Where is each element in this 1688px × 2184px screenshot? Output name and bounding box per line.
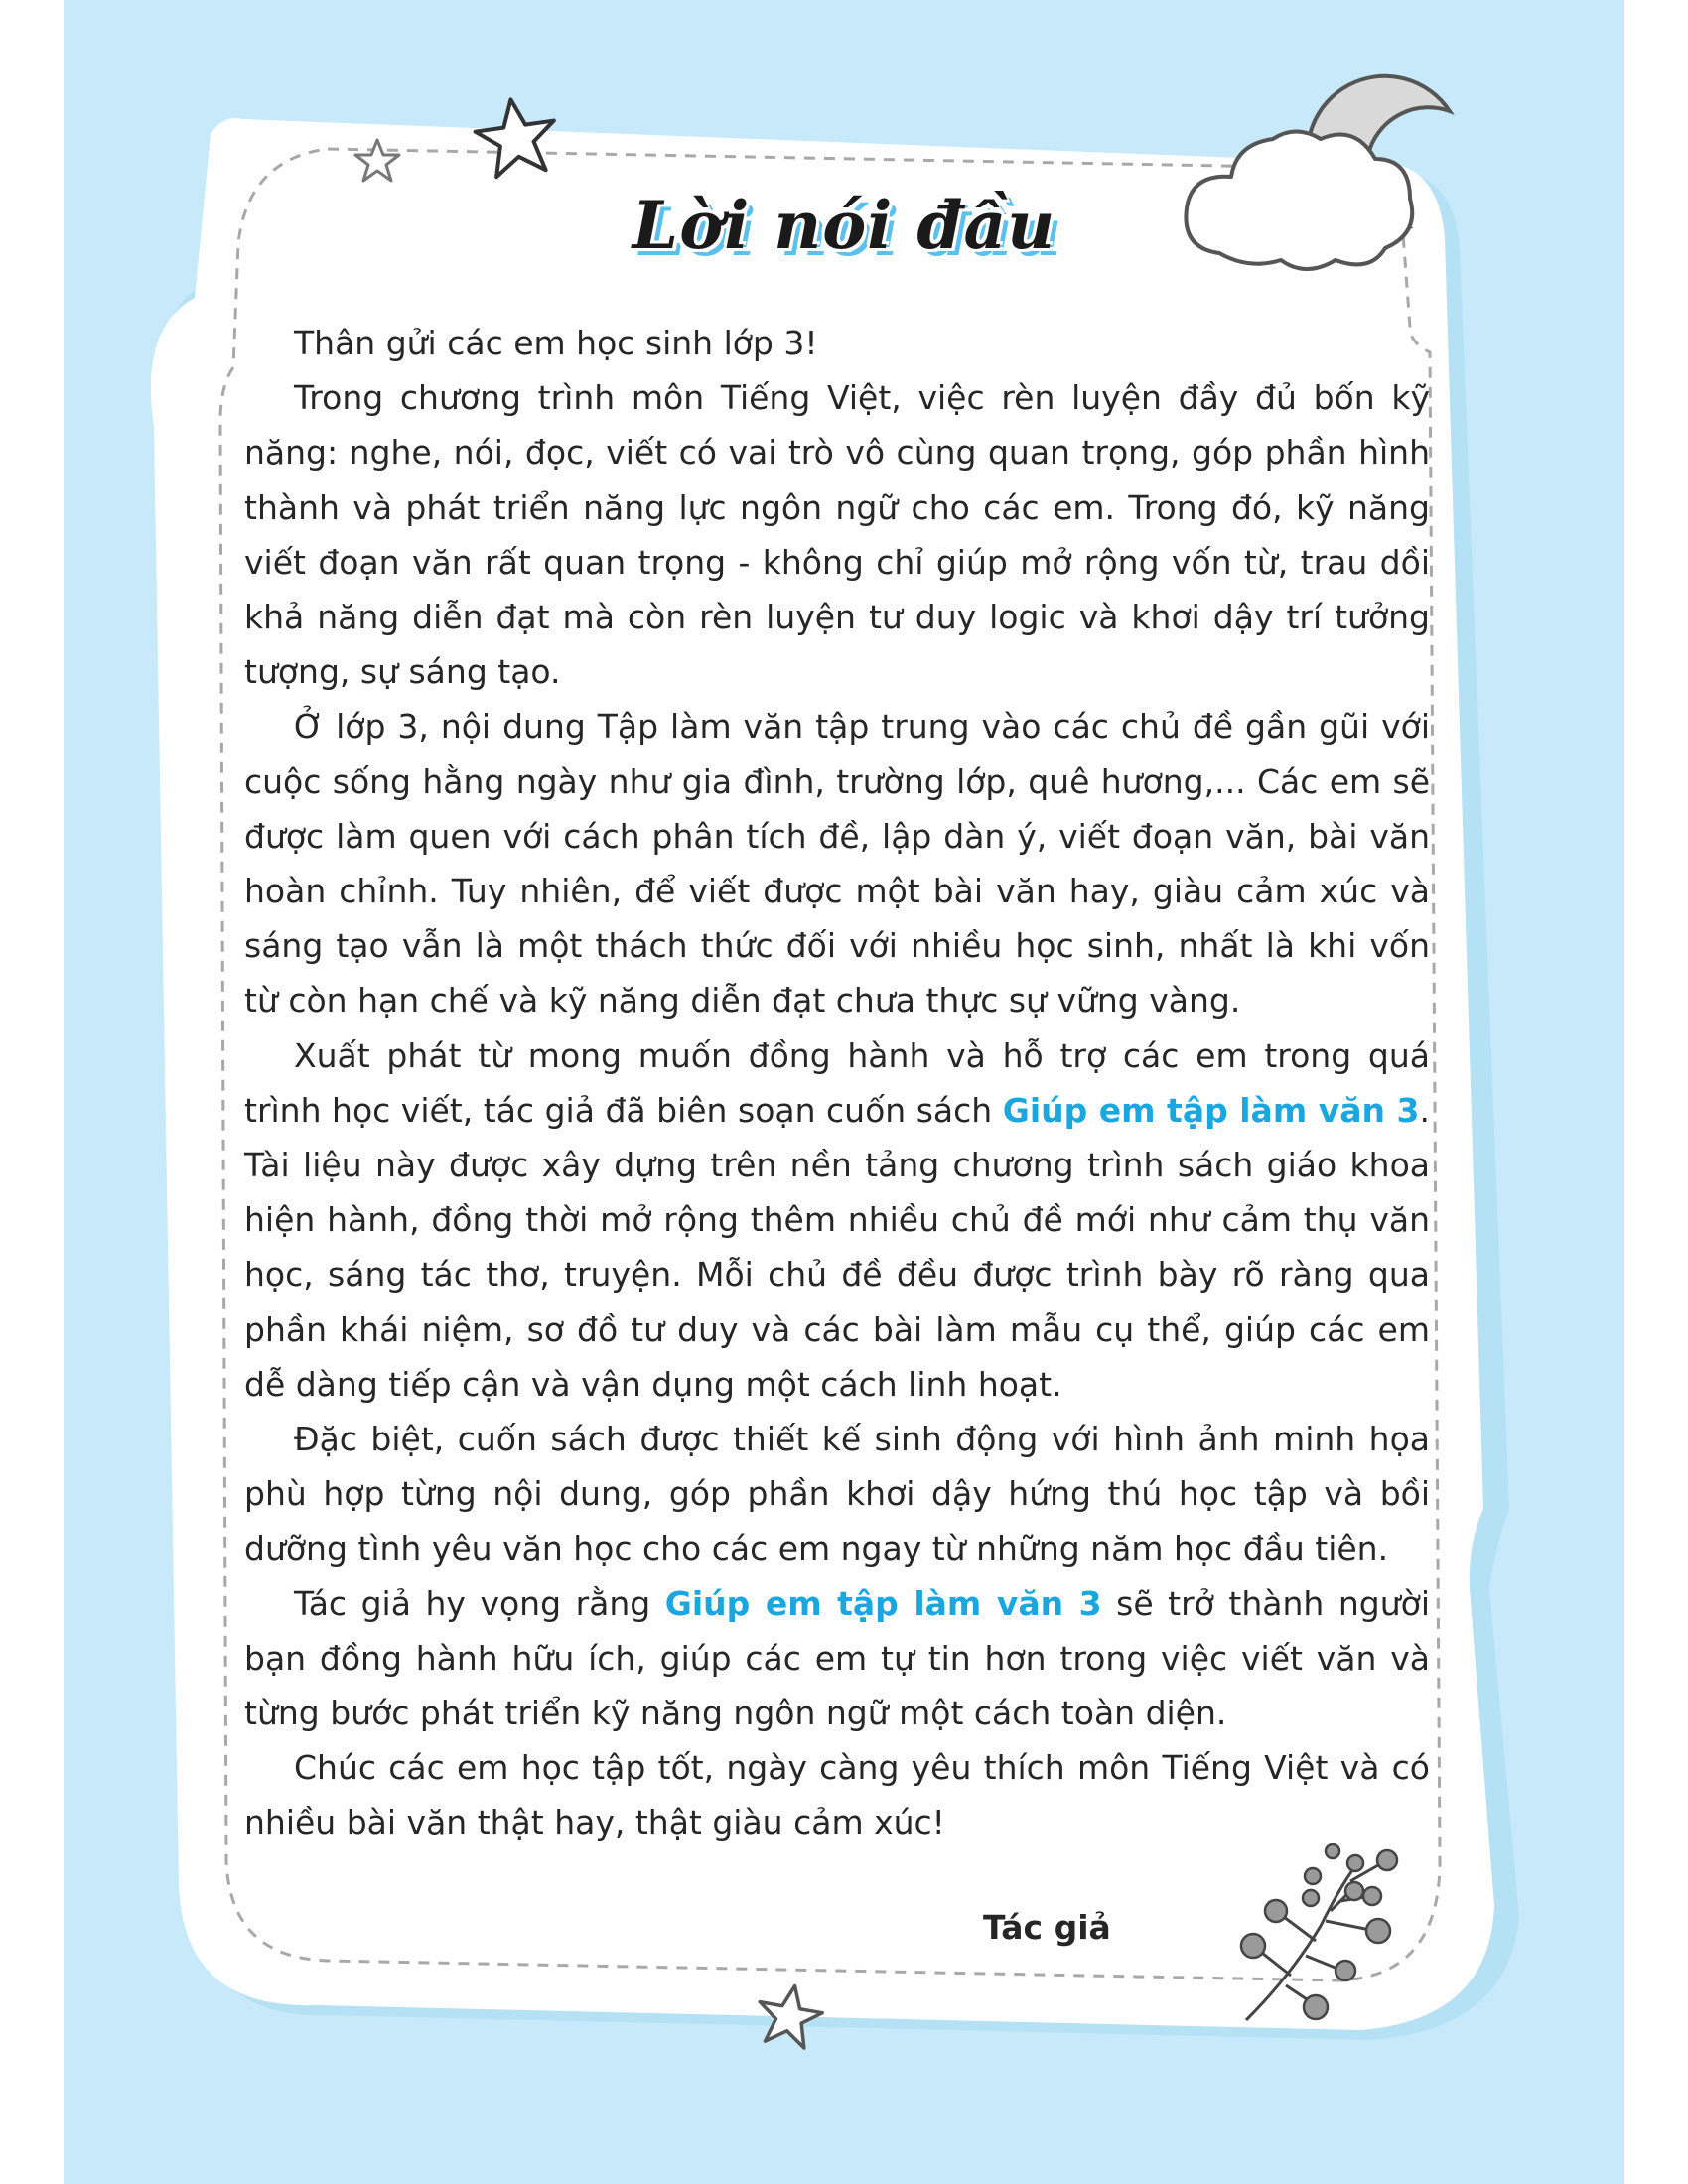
signature: Tác giả [983,1908,1111,1947]
paragraph-1: Trong chương trình môn Tiếng Việt, việc rèn luyện đầy đủ bốn kỹ năng: nghe, nói, đọc, viết có vai trò vô cùng quan trọng, góp phần hình thành và phát triển năng lực ngôn ngữ cho các em. Trong đó, kỹ năng viết đoạn văn rất quan trọng - không chỉ giúp mở rộng vốn từ, trau dồi khả năng diễn đạt mà còn rèn luyện tư duy logic và khơi dậy trí tưởng tượng, sự sáng tạo. [244,378,1430,692]
greeting: Thân gửi các em học sinh lớp 3! [294,324,818,362]
paragraph-2: Ở lớp 3, nội dung Tập làm văn tập trung vào các chủ đề gần gũi với cuộc sống hằng ngày như gia đình, trường lớp, quê hương,... Các em sẽ được làm quen với cách phân tích đề, lập dàn ý, viết đoạn văn, bài văn hoàn chỉnh. Tuy nhiên, để viết được một bài văn hay, giàu cảm xúc và sáng tạo vẫn là một thách thức đối với nhiều học sinh, nhất là khi vốn từ còn hạn chế và kỹ năng diễn đạt chưa thực sự vững vàng. [244,707,1430,1021]
paragraph-3-end: . Tài liệu này được xây dựng trên nền tảng chương trình sách giáo khoa hiện hành, đồng thời mở rộng thêm nhiều chủ đề mới như cảm thụ văn học, sáng tác thơ, truyện. Mỗi chủ đề đều được trình bày rõ ràng qua phần khái niệm, sơ đồ tư duy và các bài làm mẫu cụ thể, giúp các em dễ dàng tiếp cận và vận dụng một cách linh hoạt. [244,1090,1430,1404]
paragraph-4: Đặc biệt, cuốn sách được thiết kế sinh động với hình ảnh minh họa phù hợp từng nội dung, góp phần khơi dậy hứng thú học tập và bồi dưỡng tình yêu văn học cho các em ngay từ những năm học đầu tiên. [244,1420,1430,1569]
preface-body [244,316,1430,1850]
paragraph-5 [244,1576,1430,1741]
paragraph-3-start: Xuất phát từ mong muốn đồng hành và hỗ trợ các em trong quá trình học viết, tác giả đã biên soạn cuốn sách [244,1035,1430,1130]
page-title: Lời nói đầu [632,187,1056,264]
paragraph-5-end: sẽ trở thành người bạn đồng hành hữu ích, giúp các em tự tin hơn trong việc viết văn và từng bước phát triển kỹ năng ngôn ngữ một cách toàn diện. [244,1583,1430,1733]
paragraph-6: Chúc các em học tập tốt, ngày càng yêu thích môn Tiếng Việt và có nhiều bài văn thật hay, thật giàu cảm xúc! [244,1748,1430,1843]
paragraph-3 [244,1028,1430,1412]
book-title: Giúp em tập làm văn 3 [1002,1090,1420,1130]
paragraph-5-start: Tác giả hy vọng rằng [294,1583,665,1623]
book-title-repeat: Giúp em tập làm văn 3 [664,1583,1102,1623]
